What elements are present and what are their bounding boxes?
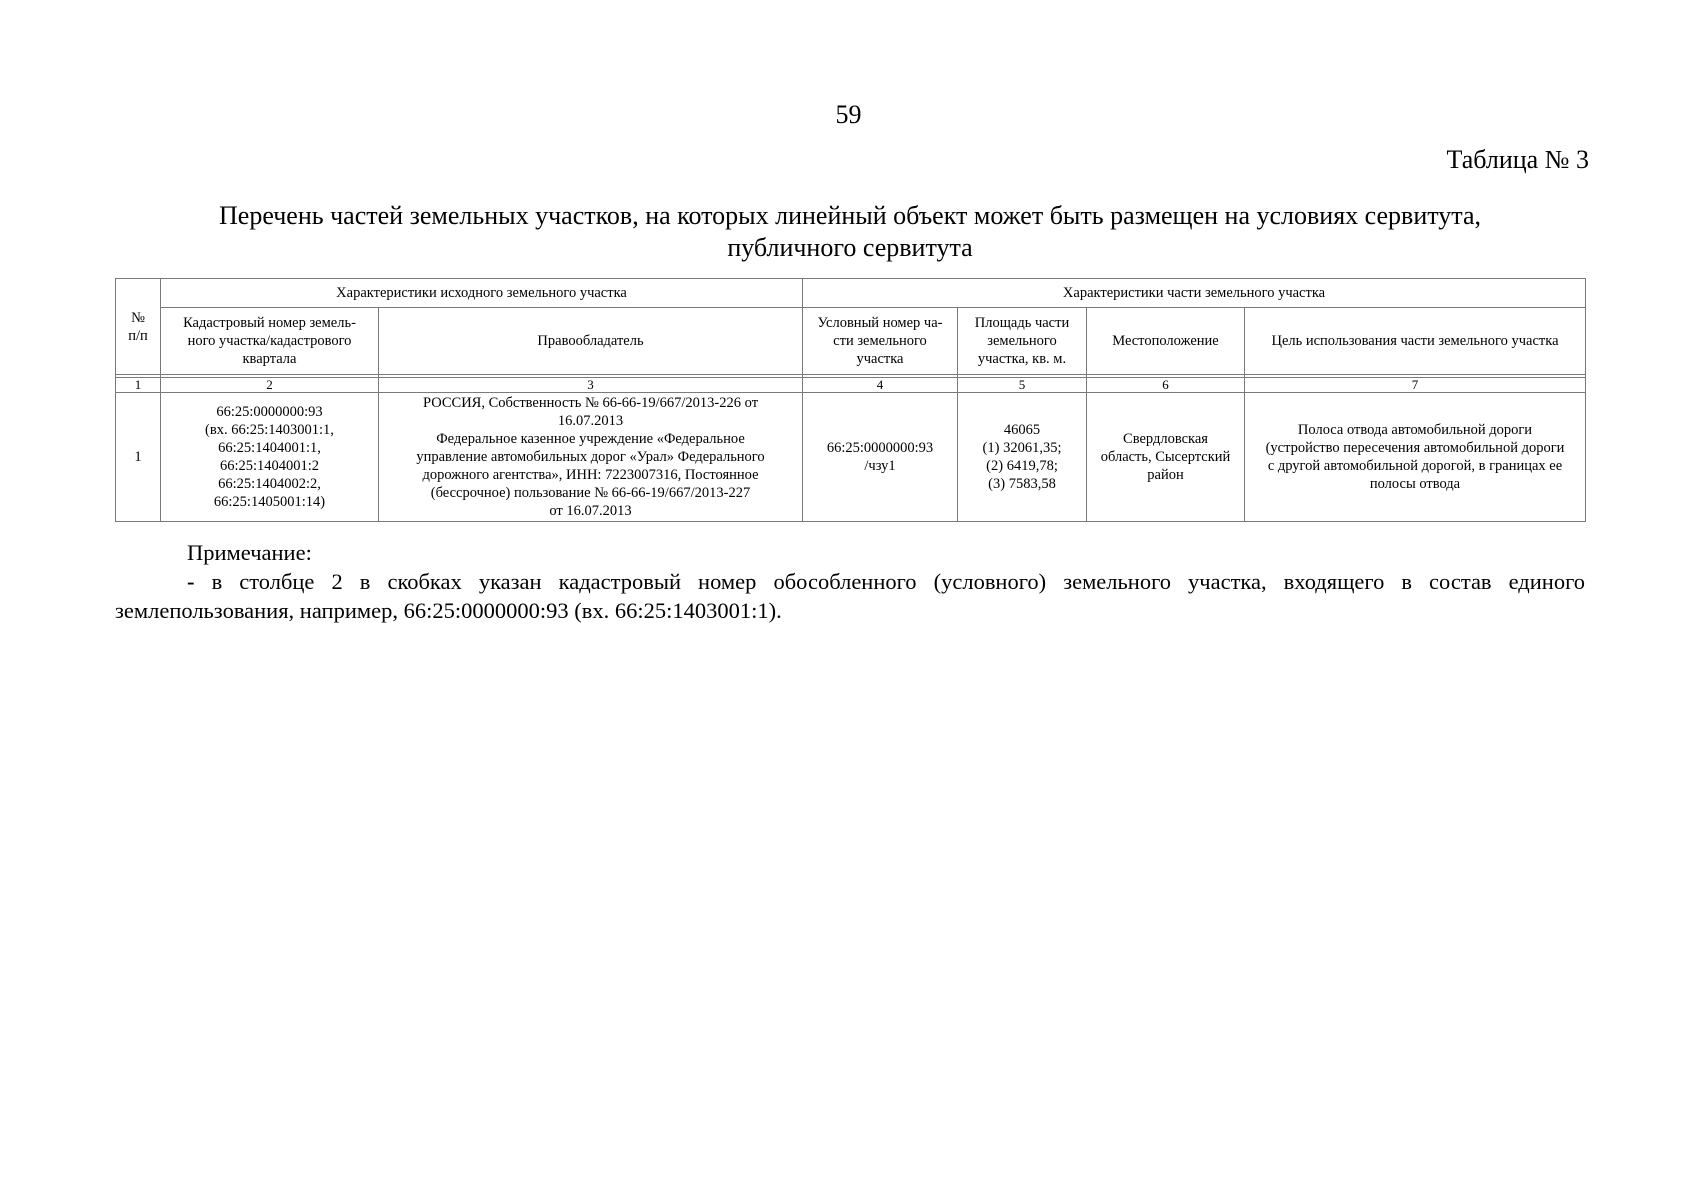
note-dash: - — [187, 569, 195, 594]
header-cadastral — [161, 308, 379, 375]
note-heading: Примечание: — [187, 540, 312, 565]
location-line: район — [1147, 467, 1184, 483]
column-number: 5 — [958, 378, 1087, 393]
cell-location — [1087, 393, 1245, 522]
cadastral-line: 66:25:1404001:2 — [219, 458, 320, 474]
conditional-number-line: 66:25:0000000:93 — [826, 440, 934, 456]
header-area-line: участка, кв. м. — [977, 351, 1067, 367]
location-line: Свердловская — [1123, 431, 1208, 447]
header-area-line: земельного — [987, 333, 1057, 349]
area-line: (1) 32061,35; — [982, 440, 1062, 456]
column-numbers-row — [116, 378, 1586, 393]
header-owner: Правообладатель — [379, 308, 803, 375]
column-number: 6 — [1087, 378, 1245, 393]
cell-cadastral — [161, 393, 379, 522]
header-location: Местоположение — [1087, 308, 1245, 375]
header-cadastral-line: квартала — [242, 351, 297, 367]
header-row-groups — [116, 279, 1586, 308]
conditional-number-line: /чзу1 — [864, 458, 896, 474]
header-area-line: Площадь части — [974, 315, 1070, 331]
land-parts-table — [115, 278, 1586, 522]
owner-line: дорожного агентства», ИНН: 7223007316, Постоянное — [422, 467, 759, 483]
column-number: 3 — [379, 378, 803, 393]
page-number: 59 — [835, 100, 862, 129]
owner-line: РОССИЯ, Собственность № 66-66-19/667/2013-226 от — [422, 395, 759, 411]
cell-purpose — [1245, 393, 1586, 522]
area-line: (3) 7583,58 — [988, 476, 1056, 492]
header-conditional-line: Условный номер ча- — [817, 315, 943, 331]
cadastral-line: 66:25:1405001:14) — [213, 494, 326, 510]
header-area — [958, 308, 1087, 375]
header-no-line: № — [131, 309, 145, 326]
cell-conditional-number — [803, 393, 958, 522]
header-cadastral-line: ного участка/кадастрового — [187, 333, 352, 349]
area-line: 46065 — [1003, 422, 1041, 438]
title-line-2: публичного сервитута — [727, 233, 973, 262]
column-number: 1 — [116, 378, 161, 393]
table-label: Таблица № 3 — [1446, 145, 1589, 174]
cadastral-line: 66:25:1404001:1, — [218, 440, 321, 456]
header-conditional-line: участка — [856, 351, 904, 367]
header-row-columns — [116, 308, 1586, 375]
owner-line: (бессрочное) пользование № 66-66-19/667/2013-227 — [430, 485, 751, 501]
cell-area — [958, 393, 1087, 522]
owner-line: 16.07.2013 — [557, 413, 624, 429]
header-group-part: Характеристики части земельного участка — [803, 279, 1586, 308]
title-line-1: Перечень частей земельных участков, на которых линейный объект может быть размещен на условиях сервитута, — [219, 201, 1481, 230]
cadastral-line: 66:25:0000000:93 — [216, 404, 323, 420]
purpose-line: (устройство пересечения автомобильной дороги — [1265, 440, 1565, 456]
note-text: в столбце 2 в скобках указан кадастровый номер обособленного (условного) земельного участка, входящего в состав единого землепользования, например, 66:25:0000000:93 (вх. 66:25:1403001:1). — [115, 569, 1586, 623]
header-cadastral-line: Кадастровый номер земель- — [183, 315, 356, 331]
note-paragraph — [115, 567, 1585, 625]
owner-line: от 16.07.2013 — [549, 503, 632, 519]
column-number: 4 — [803, 378, 958, 393]
purpose-line: Полоса отвода автомобильной дороги — [1297, 422, 1533, 438]
header-conditional-line: сти земельного — [833, 333, 927, 349]
owner-line: управление автомобильных дорог «Урал» Федерального — [416, 449, 765, 465]
cell-no: 1 — [116, 393, 161, 522]
purpose-line: полосы отвода — [1369, 476, 1461, 492]
note-section — [115, 538, 1585, 625]
area-line: (2) 6419,78; — [986, 458, 1058, 474]
header-no-line: п/п — [128, 327, 148, 344]
owner-line: Федеральное казенное учреждение «Федеральное — [436, 431, 745, 447]
column-number: 2 — [161, 378, 379, 393]
document-title — [115, 200, 1585, 264]
column-number: 7 — [1245, 378, 1586, 393]
cell-owner — [379, 393, 803, 522]
header-purpose: Цель использования части земельного участка — [1245, 308, 1586, 375]
header-group-source: Характеристики исходного земельного участка — [161, 279, 803, 308]
table-row — [116, 393, 1586, 522]
header-no — [116, 279, 161, 375]
cadastral-line: 66:25:1404002:2, — [218, 476, 321, 492]
location-line: область, Сысертский — [1100, 449, 1231, 465]
cadastral-line: (вх. 66:25:1403001:1, — [205, 422, 334, 438]
purpose-line: с другой автомобильной дорогой, в границах ее — [1267, 458, 1563, 474]
header-conditional-number — [803, 308, 958, 375]
